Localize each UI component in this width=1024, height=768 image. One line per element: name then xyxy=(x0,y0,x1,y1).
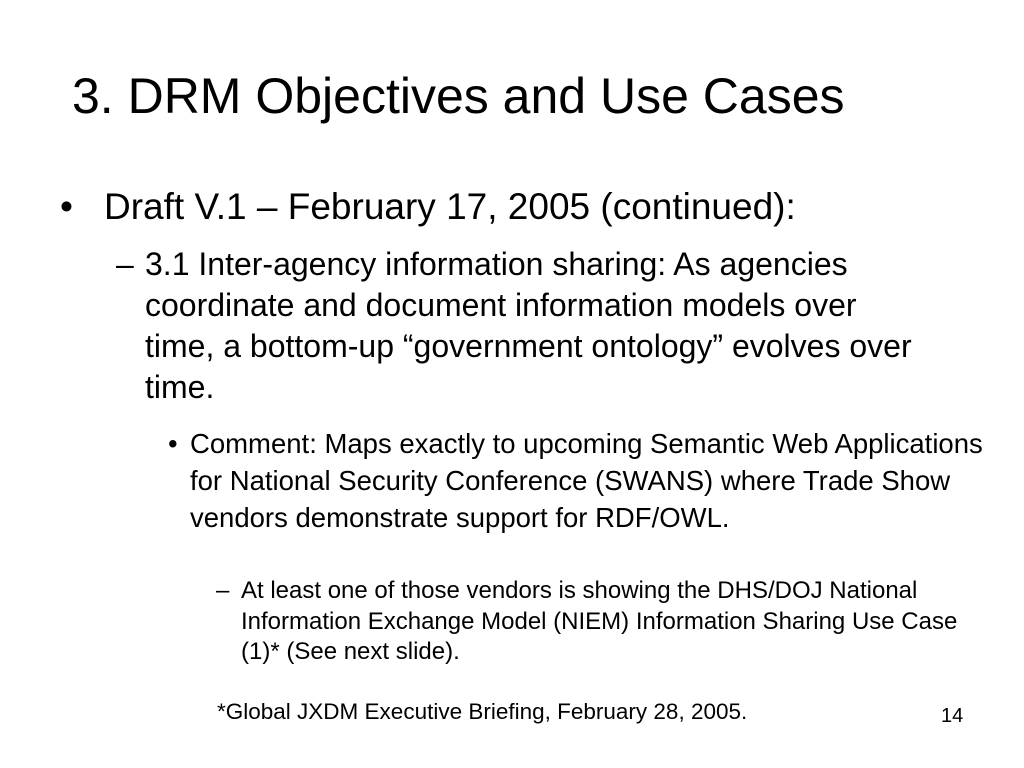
slide-title: 3. DRM Objectives and Use Cases xyxy=(72,68,845,124)
bullet-text: Draft V.1 – February 17, 2005 (continued): xyxy=(104,186,796,227)
bullet-marker: • xyxy=(60,186,73,227)
bullet-level-1 xyxy=(60,182,990,232)
bullet-text: Comment: Maps exactly to upcoming Semantic Web Applications for National Security Conference (SWANS) where Trade Show vendors demonstrate support for RDF/OWL. xyxy=(190,428,983,533)
bullet-text: At least one of those vendors is showing the DHS/DOJ National Information Exchange Model (NIEM) Information Sharing Use Case (1)* (See next slide). xyxy=(241,577,958,665)
bullet-marker: • xyxy=(168,428,178,459)
page-number: 14 xyxy=(941,705,964,727)
bullet-level-4 xyxy=(216,576,986,668)
dash-marker: – xyxy=(216,577,230,604)
footnote: *Global JXDM Executive Briefing, February 28, 2005. xyxy=(217,699,748,724)
dash-marker: – xyxy=(116,246,134,282)
bullet-level-3 xyxy=(168,425,988,536)
bullet-level-2 xyxy=(116,244,916,408)
bullet-text: 3.1 Inter-agency information sharing: As agencies coordinate and document information models over time, a bottom-up “government ontology” evolves over time. xyxy=(145,246,912,405)
